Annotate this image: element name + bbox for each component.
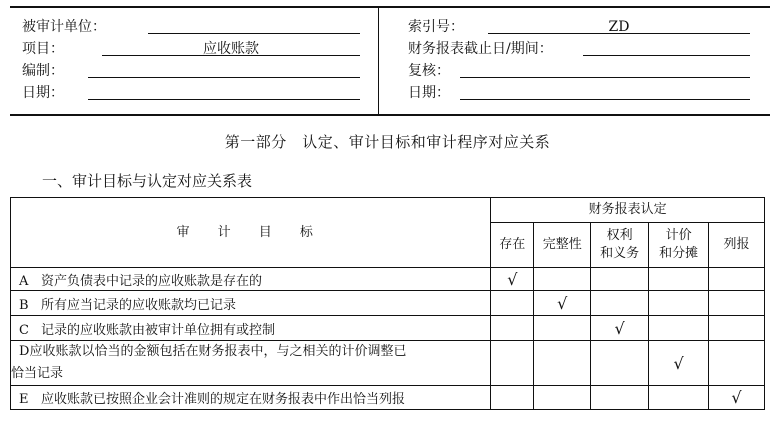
check-cell — [649, 291, 709, 316]
date-right-label: 日期： — [408, 85, 450, 101]
check-cell — [591, 386, 649, 410]
check-cell — [709, 291, 765, 316]
objective-code: E — [19, 392, 29, 407]
objective-cell — [11, 268, 491, 291]
index-value: ZD — [608, 19, 630, 35]
objective-header-cell — [11, 198, 491, 268]
table-row — [11, 341, 765, 386]
assertion-col-completeness — [534, 223, 591, 268]
prepared-label: 编制： — [22, 63, 64, 79]
assertion-col-line2: 和义务 — [600, 246, 640, 261]
item-label: 项目： — [22, 41, 64, 57]
check-cell: √ — [649, 341, 709, 386]
header-top-rule — [10, 6, 770, 8]
section-title: 第一部分 认定、审计目标和审计程序对应关系 — [224, 133, 551, 151]
check-cell — [649, 268, 709, 291]
check-cell — [491, 291, 534, 316]
review-field — [408, 60, 768, 82]
date-left-field — [22, 82, 362, 104]
table-row — [11, 316, 765, 341]
table-row — [11, 268, 765, 291]
objective-cell — [11, 316, 491, 341]
prepared-field — [22, 60, 362, 82]
objective-text: 应收账款以恰当的金额包括在财务报表中，与之相关的计价调整已 — [29, 344, 407, 359]
assertion-col-rights — [591, 223, 649, 268]
objective-code: A — [19, 273, 29, 289]
subsection-title: 一、审计目标与认定对应关系表 — [42, 172, 253, 190]
check-cell — [534, 268, 591, 291]
objective-header: 审 计 目 标 — [176, 224, 325, 240]
check-cell — [491, 341, 534, 386]
check-cell — [534, 316, 591, 341]
check-cell — [709, 268, 765, 291]
assertion-col-presentation — [709, 223, 765, 268]
period-field — [408, 38, 768, 60]
objective-text-continued: 恰当记录 — [11, 366, 64, 381]
assertion-group-header: 财务报表认定 — [491, 198, 765, 223]
date-left-label: 日期： — [22, 85, 64, 101]
objective-text: 资产负债表中记录的应收账款是存在的 — [41, 273, 263, 289]
header-bottom-rule — [10, 114, 770, 116]
assertion-col-line1: 完整性 — [542, 237, 582, 252]
assertion-col-valuation — [649, 223, 709, 268]
date-right-field — [408, 82, 768, 104]
objective-cell — [11, 291, 491, 316]
check-cell: √ — [491, 268, 534, 291]
table-row — [11, 291, 765, 316]
header-divider — [378, 6, 379, 116]
check-cell — [534, 341, 591, 386]
assertion-col-line2: 和分摊 — [659, 246, 699, 261]
assertion-col-line1: 列报 — [723, 237, 750, 252]
objective-code: B — [19, 297, 29, 313]
check-cell: √ — [591, 316, 649, 341]
check-cell — [491, 316, 534, 341]
objective-code: C — [19, 322, 29, 338]
objective-cell — [11, 341, 491, 386]
check-cell: √ — [709, 386, 765, 410]
check-cell — [709, 341, 765, 386]
check-cell — [491, 386, 534, 410]
review-label: 复核： — [408, 63, 450, 79]
item-value: 应收账款 — [203, 41, 259, 57]
assertion-col-line1: 权利 — [606, 228, 633, 243]
check-cell — [534, 386, 591, 410]
objective-text: 所有应当记录的应收账款均已记录 — [41, 297, 237, 313]
check-cell — [591, 268, 649, 291]
index-field — [408, 16, 768, 38]
header-block — [10, 6, 770, 118]
item-field — [22, 38, 362, 60]
assertion-col-existence — [491, 223, 534, 268]
period-label: 财务报表截止日/期间： — [408, 41, 553, 57]
auditee-label: 被审计单位： — [22, 19, 106, 35]
objective-cell — [11, 386, 491, 410]
check-cell — [591, 291, 649, 316]
check-cell — [649, 386, 709, 410]
check-cell: √ — [534, 291, 591, 316]
assertion-objective-table — [10, 197, 765, 410]
assertion-col-line1: 存在 — [499, 237, 526, 252]
objective-text: 记录的应收账款由被审计单位拥有或控制 — [41, 322, 276, 338]
check-cell — [709, 316, 765, 341]
table-row — [11, 386, 765, 410]
objective-code: D — [19, 344, 30, 359]
objective-text: 应收账款已按照企业会计准则的规定在财务报表中作出恰当列报 — [41, 392, 406, 407]
assertion-col-line1: 计价 — [665, 228, 692, 243]
index-label: 索引号： — [408, 19, 464, 35]
auditee-field — [22, 16, 362, 38]
check-cell — [649, 316, 709, 341]
check-cell — [591, 341, 649, 386]
